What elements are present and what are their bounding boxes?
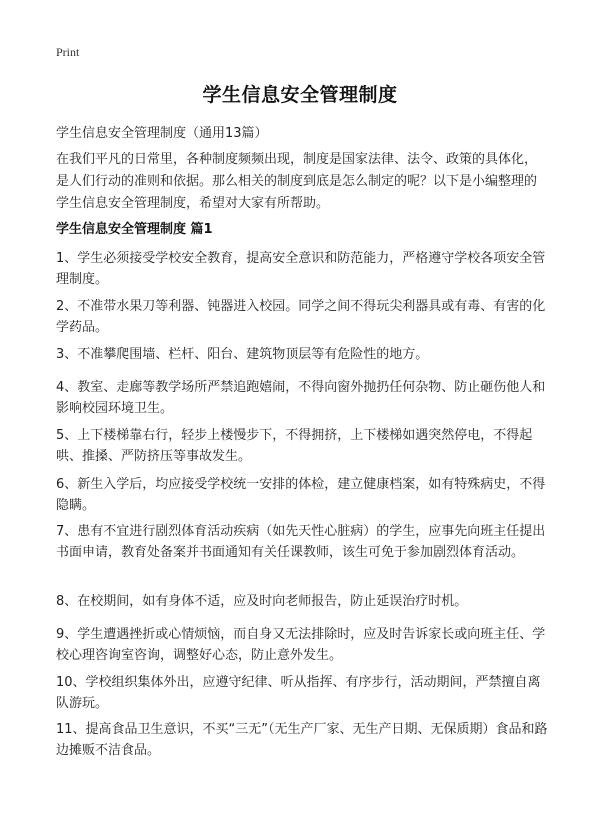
list-item: 10、学校组织集体外出，应遵守纪律、听从指挥、有序步行，活动期间，严禁擅自离队游玩。 — [56, 675, 541, 711]
section-heading: 学生信息安全管理制度 篇1 — [56, 222, 213, 237]
list-item: 7、患有不宜进行剧烈体育活动疾病（如先天性心脏病）的学生，应事先向班主任提出书面申请，教育处备案并书面通知有关任课教师，该生可免于参加剧烈体育活动。 — [56, 524, 546, 560]
list-item: 11、提高食品卫生意识，不买“三无”（无生产厂家、无生产日期、无保质期）食品和路边摊贩不洁食品。 — [56, 722, 548, 758]
list-item: 2、不准带水果刀等利器、钝器进入校园。同学之间不得玩尖利器具或有毒、有害的化学药品。 — [56, 299, 546, 335]
print-label: Print — [56, 45, 80, 59]
list-item: 9、学生遭遇挫折或心情烦恼，而自身又无法排除时，应及时告诉家长或向班主任、学校心理咨询室咨询，调整好心态，防止意外发生。 — [56, 627, 546, 663]
list-item: 4、教室、走廊等教学场所严禁追跑嬉闹，不得向窗外抛扔任何杂物、防止砸伤他人和影响校园环境卫生。 — [56, 380, 546, 416]
list-item: 8、在校期间，如有身体不适，应及时向老师报告，防止延误治疗时机。 — [56, 594, 468, 609]
list-item: 3、不准攀爬围墙、栏杆、阳台、建筑物顶层等有危险性的地方。 — [56, 347, 429, 362]
intro-paragraph: 在我们平凡的日常里，各种制度频频出现，制度是国家法律、法令、政策的具体化，是人们行动的准则和依据。那么相关的制度到底是怎么制定的呢？以下是小编整理的学生信息安全管理制度，希望对大家有所帮助。 — [56, 152, 538, 211]
list-item: 6、新生入学后，均应接受学校统一安排的体检，建立健康档案，如有特殊病史，不得隐瞒。 — [56, 477, 546, 513]
document-title: 学生信息安全管理制度 — [202, 84, 398, 106]
list-item: 5、上下楼梯靠右行，轻步上楼慢步下，不得拥挤，上下楼梯如遇突然停电，不得起哄、推搡、严防挤压等事故发生。 — [56, 428, 533, 464]
list-item: 1、学生必须接受学校安全教育，提高安全意识和防范能力，严格遵守学校各项安全管理制度。 — [56, 251, 546, 287]
document-subtitle: 学生信息安全管理制度（通用13篇） — [56, 126, 268, 141]
